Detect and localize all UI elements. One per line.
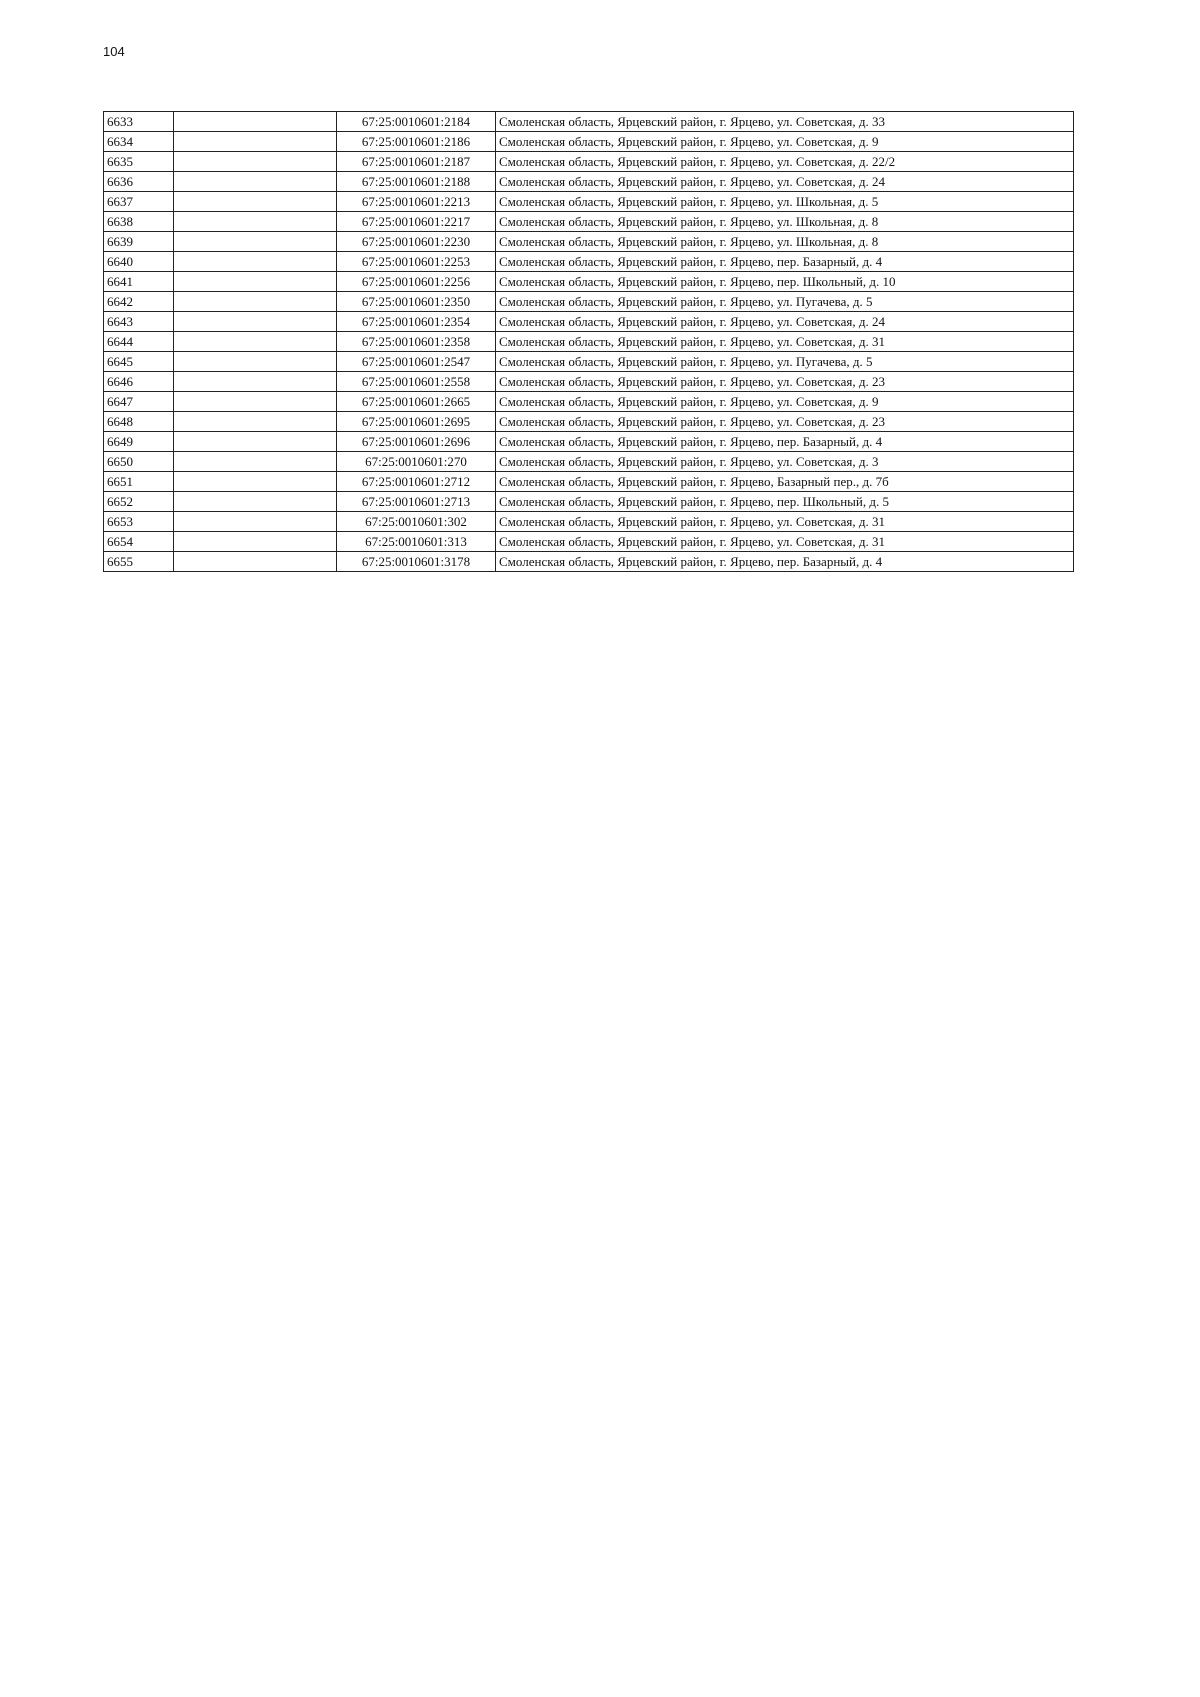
- row-number: 6655: [104, 552, 174, 572]
- cadastral-number: 67:25:0010601:2695: [337, 412, 496, 432]
- table-row: [104, 112, 1074, 132]
- table-row: [104, 352, 1074, 372]
- table-row: [104, 432, 1074, 452]
- row-empty-cell: [174, 552, 337, 572]
- cadastral-number: 67:25:0010601:2712: [337, 472, 496, 492]
- row-number: 6650: [104, 452, 174, 472]
- table-row: [104, 192, 1074, 212]
- row-empty-cell: [174, 392, 337, 412]
- address: Смоленская область, Ярцевский район, г. Ярцево, ул. Школьная, д. 8: [496, 212, 1074, 232]
- table-row: [104, 152, 1074, 172]
- table-row: [104, 232, 1074, 252]
- address: Смоленская область, Ярцевский район, г. Ярцево, ул. Советская, д. 3: [496, 452, 1074, 472]
- table-row: [104, 132, 1074, 152]
- row-empty-cell: [174, 232, 337, 252]
- row-empty-cell: [174, 172, 337, 192]
- table-row: [104, 532, 1074, 552]
- address: Смоленская область, Ярцевский район, г. Ярцево, Базарный пер., д. 7б: [496, 472, 1074, 492]
- address: Смоленская область, Ярцевский район, г. Ярцево, ул. Советская, д. 22/2: [496, 152, 1074, 172]
- row-number: 6639: [104, 232, 174, 252]
- address: Смоленская область, Ярцевский район, г. Ярцево, пер. Школьный, д. 10: [496, 272, 1074, 292]
- table-row: [104, 332, 1074, 352]
- address: Смоленская область, Ярцевский район, г. Ярцево, пер. Базарный, д. 4: [496, 252, 1074, 272]
- table-row: [104, 292, 1074, 312]
- row-number: 6638: [104, 212, 174, 232]
- address: Смоленская область, Ярцевский район, г. Ярцево, ул. Советская, д. 9: [496, 132, 1074, 152]
- row-number: 6648: [104, 412, 174, 432]
- address: Смоленская область, Ярцевский район, г. Ярцево, ул. Советская, д. 31: [496, 332, 1074, 352]
- row-empty-cell: [174, 212, 337, 232]
- row-number: 6637: [104, 192, 174, 212]
- table-row: [104, 172, 1074, 192]
- cadastral-number: 67:25:0010601:2217: [337, 212, 496, 232]
- cadastral-number: 67:25:0010601:2354: [337, 312, 496, 332]
- row-number: 6649: [104, 432, 174, 452]
- row-number: 6647: [104, 392, 174, 412]
- cadastral-number: 67:25:0010601:2547: [337, 352, 496, 372]
- cadastral-number: 67:25:0010601:2186: [337, 132, 496, 152]
- address: Смоленская область, Ярцевский район, г. Ярцево, пер. Базарный, д. 4: [496, 552, 1074, 572]
- row-number: 6633: [104, 112, 174, 132]
- cadastral-number: 67:25:0010601:302: [337, 512, 496, 532]
- row-number: 6640: [104, 252, 174, 272]
- cadastral-number: 67:25:0010601:2358: [337, 332, 496, 352]
- row-number: 6643: [104, 312, 174, 332]
- row-number: 6634: [104, 132, 174, 152]
- row-empty-cell: [174, 412, 337, 432]
- address: Смоленская область, Ярцевский район, г. Ярцево, ул. Школьная, д. 5: [496, 192, 1074, 212]
- row-empty-cell: [174, 292, 337, 312]
- cadastral-number: 67:25:0010601:2213: [337, 192, 496, 212]
- table-row: [104, 372, 1074, 392]
- address: Смоленская область, Ярцевский район, г. Ярцево, ул. Пугачева, д. 5: [496, 292, 1074, 312]
- row-empty-cell: [174, 312, 337, 332]
- table-row: [104, 512, 1074, 532]
- cadastral-number: 67:25:0010601:2350: [337, 292, 496, 312]
- address: Смоленская область, Ярцевский район, г. Ярцево, ул. Советская, д. 31: [496, 532, 1074, 552]
- row-empty-cell: [174, 432, 337, 452]
- page-number: 104: [103, 44, 125, 59]
- cadastral-number: 67:25:0010601:2230: [337, 232, 496, 252]
- address: Смоленская область, Ярцевский район, г. Ярцево, пер. Базарный, д. 4: [496, 432, 1074, 452]
- address: Смоленская область, Ярцевский район, г. Ярцево, ул. Пугачева, д. 5: [496, 352, 1074, 372]
- row-number: 6636: [104, 172, 174, 192]
- row-number: 6651: [104, 472, 174, 492]
- address: Смоленская область, Ярцевский район, г. Ярцево, ул. Советская, д. 24: [496, 312, 1074, 332]
- row-empty-cell: [174, 512, 337, 532]
- table-row: [104, 312, 1074, 332]
- row-empty-cell: [174, 452, 337, 472]
- row-number: 6646: [104, 372, 174, 392]
- table-row: [104, 272, 1074, 292]
- registry-table: [103, 111, 1074, 572]
- table-row: [104, 452, 1074, 472]
- address: Смоленская область, Ярцевский район, г. Ярцево, ул. Школьная, д. 8: [496, 232, 1074, 252]
- cadastral-number: 67:25:0010601:2188: [337, 172, 496, 192]
- address: Смоленская область, Ярцевский район, г. Ярцево, ул. Советская, д. 9: [496, 392, 1074, 412]
- table-row: [104, 392, 1074, 412]
- address: Смоленская область, Ярцевский район, г. Ярцево, ул. Советская, д. 33: [496, 112, 1074, 132]
- cadastral-number: 67:25:0010601:2256: [337, 272, 496, 292]
- row-empty-cell: [174, 472, 337, 492]
- table-row: [104, 552, 1074, 572]
- row-number: 6645: [104, 352, 174, 372]
- row-empty-cell: [174, 192, 337, 212]
- row-number: 6652: [104, 492, 174, 512]
- address: Смоленская область, Ярцевский район, г. Ярцево, ул. Советская, д. 31: [496, 512, 1074, 532]
- row-empty-cell: [174, 112, 337, 132]
- row-empty-cell: [174, 352, 337, 372]
- cadastral-number: 67:25:0010601:2187: [337, 152, 496, 172]
- row-number: 6654: [104, 532, 174, 552]
- cadastral-number: 67:25:0010601:2253: [337, 252, 496, 272]
- table-row: [104, 492, 1074, 512]
- address: Смоленская область, Ярцевский район, г. Ярцево, ул. Советская, д. 24: [496, 172, 1074, 192]
- cadastral-number: 67:25:0010601:2665: [337, 392, 496, 412]
- row-empty-cell: [174, 492, 337, 512]
- row-empty-cell: [174, 532, 337, 552]
- row-empty-cell: [174, 252, 337, 272]
- row-number: 6641: [104, 272, 174, 292]
- row-empty-cell: [174, 372, 337, 392]
- cadastral-number: 67:25:0010601:2713: [337, 492, 496, 512]
- address: Смоленская область, Ярцевский район, г. Ярцево, ул. Советская, д. 23: [496, 372, 1074, 392]
- table-row: [104, 252, 1074, 272]
- cadastral-number: 67:25:0010601:2696: [337, 432, 496, 452]
- row-empty-cell: [174, 272, 337, 292]
- table-row: [104, 412, 1074, 432]
- cadastral-number: 67:25:0010601:2184: [337, 112, 496, 132]
- row-number: 6635: [104, 152, 174, 172]
- table-row: [104, 212, 1074, 232]
- row-number: 6642: [104, 292, 174, 312]
- table-row: [104, 472, 1074, 492]
- row-empty-cell: [174, 332, 337, 352]
- row-empty-cell: [174, 152, 337, 172]
- row-number: 6653: [104, 512, 174, 532]
- cadastral-number: 67:25:0010601:2558: [337, 372, 496, 392]
- cadastral-number: 67:25:0010601:3178: [337, 552, 496, 572]
- cadastral-number: 67:25:0010601:270: [337, 452, 496, 472]
- address: Смоленская область, Ярцевский район, г. Ярцево, пер. Школьный, д. 5: [496, 492, 1074, 512]
- address: Смоленская область, Ярцевский район, г. Ярцево, ул. Советская, д. 23: [496, 412, 1074, 432]
- row-empty-cell: [174, 132, 337, 152]
- row-number: 6644: [104, 332, 174, 352]
- cadastral-number: 67:25:0010601:313: [337, 532, 496, 552]
